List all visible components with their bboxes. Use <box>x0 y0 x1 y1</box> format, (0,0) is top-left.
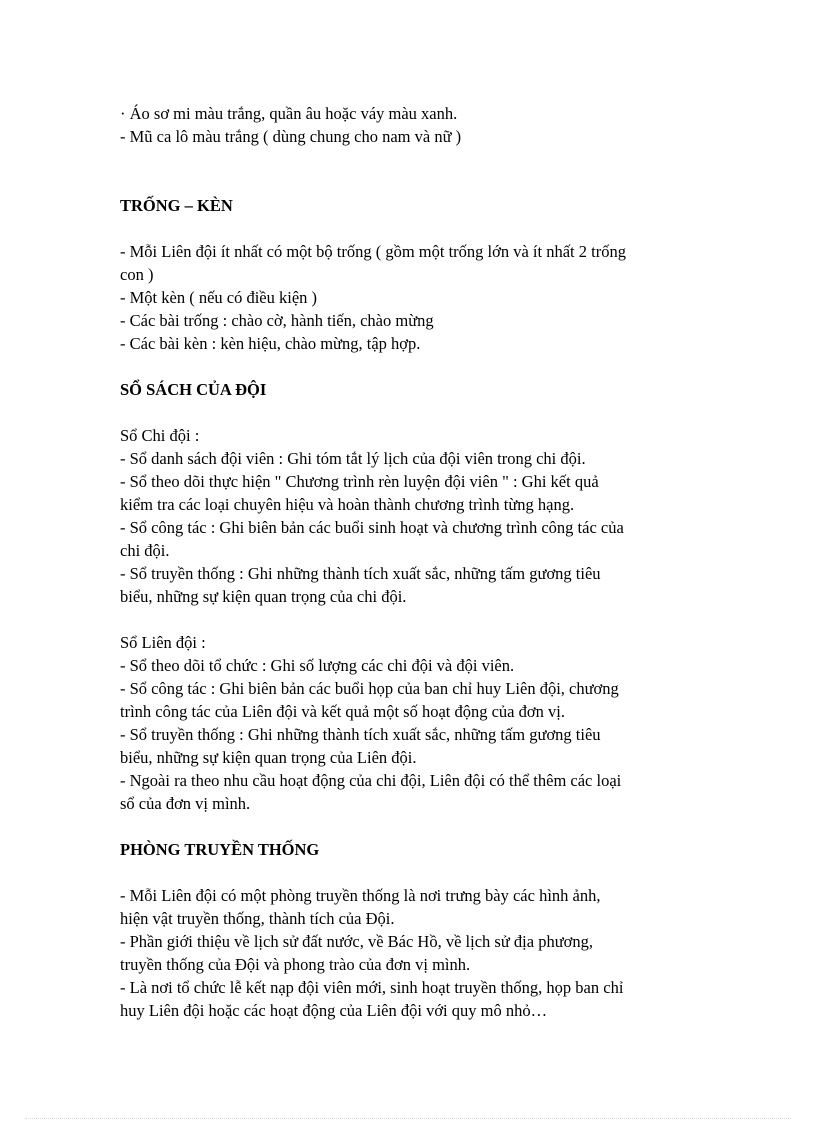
drums-heading: TRỐNG – KÈN <box>120 196 233 215</box>
chi-doi-title: Sổ Chi đội : <box>120 426 200 445</box>
lien-doi-books <box>120 631 720 815</box>
chi-doi-line: biểu, những sự kiện quan trọng của chi đội. <box>120 587 407 606</box>
books-heading: SỔ SÁCH CỦA ĐỘI <box>120 380 267 399</box>
room-line: huy Liên đội hoặc các hoạt động của Liên đội với quy mô nhỏ… <box>120 1001 548 1020</box>
lien-doi-line: trình công tác của Liên đội và kết quả một số hoạt động của đơn vị. <box>120 702 565 721</box>
room-heading: PHÒNG TRUYỀN THỐNG <box>120 840 320 859</box>
room-line: hiện vật truyền thống, thành tích của Đội. <box>120 909 395 928</box>
room-line: truyền thống của Đội và phong trào của đơn vị mình. <box>120 955 471 974</box>
room-line: - Mỗi Liên đội có một phòng truyền thống là nơi trưng bày các hình ảnh, <box>120 886 601 905</box>
room-section <box>120 838 720 1022</box>
drums-line: - Một kèn ( nếu có điều kiện ) <box>120 288 318 307</box>
books-section <box>120 378 720 815</box>
chi-doi-line: - Sổ công tác : Ghi biên bản các buổi sinh hoạt và chương trình công tác của <box>120 518 624 537</box>
drums-line: con ) <box>120 265 154 284</box>
lien-doi-line: - Sổ công tác : Ghi biên bản các buổi họp của ban chỉ huy Liên đội, chương <box>120 679 619 698</box>
page-footer-divider <box>25 1118 791 1119</box>
chi-doi-line: kiểm tra các loại chuyên hiệu và hoàn thành chương trình từng hạng. <box>120 495 575 514</box>
chi-doi-line: - Sổ danh sách đội viên : Ghi tóm tắt lý lịch của đội viên trong chi đội. <box>120 449 586 468</box>
room-line: - Là nơi tổ chức lễ kết nạp đội viên mới, sinh hoạt truyền thống, họp ban chỉ <box>120 978 624 997</box>
lien-doi-title: Sổ Liên đội : <box>120 633 206 652</box>
chi-doi-line: - Sổ truyền thống : Ghi những thành tích xuất sắc, những tấm gương tiêu <box>120 564 601 583</box>
chi-doi-line: - Sổ theo dõi thực hiện " Chương trình rèn luyện đội viên " : Ghi kết quả <box>120 472 599 491</box>
lien-doi-line: biểu, những sự kiện quan trọng của Liên đội. <box>120 748 417 767</box>
uniform-line-cap: - Mũ ca lô màu trắng ( dùng chung cho nam và nữ ) <box>120 127 462 146</box>
chi-doi-books <box>120 424 720 608</box>
drums-line: - Các bài trống : chào cờ, hành tiến, chào mừng <box>120 311 434 330</box>
lien-doi-line: sổ của đơn vị mình. <box>120 794 251 813</box>
chi-doi-line: chi đội. <box>120 541 170 560</box>
lien-doi-line: - Sổ truyền thống : Ghi những thành tích xuất sắc, những tấm gương tiêu <box>120 725 601 744</box>
drums-line: - Mỗi Liên đội ít nhất có một bộ trống ( gồm một trống lớn và ít nhất 2 trống <box>120 242 626 261</box>
lien-doi-line: - Sổ theo dõi tổ chức : Ghi số lượng các chi đội và đội viên. <box>120 656 515 675</box>
lien-doi-line: - Ngoài ra theo nhu cầu hoạt động của chi đội, Liên đội có thể thêm các loại <box>120 771 622 790</box>
uniform-section <box>120 102 720 148</box>
uniform-line-shirt: · Áo sơ mi màu trắng, quần âu hoặc váy màu xanh. <box>120 104 458 123</box>
room-line: - Phần giới thiệu về lịch sử đất nước, về Bác Hồ, về lịch sử địa phương, <box>120 932 593 951</box>
drums-line: - Các bài kèn : kèn hiệu, chào mừng, tập hợp. <box>120 334 421 353</box>
document-page <box>120 102 720 1022</box>
drums-section <box>120 194 720 355</box>
